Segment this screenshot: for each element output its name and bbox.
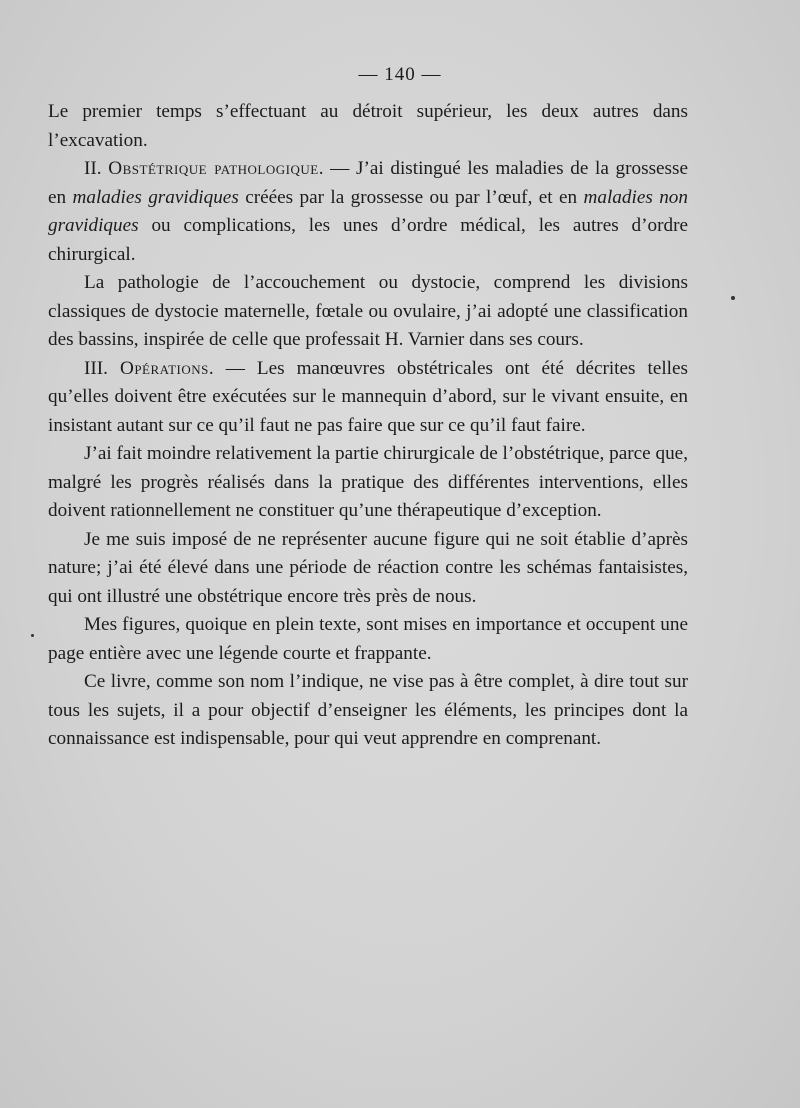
page-number: — 140 —: [358, 64, 442, 85]
ink-speck: [31, 634, 34, 637]
text-run: . — J’ai distingué les maladies de la grossesse en: [48, 158, 688, 208]
section-heading: Opérations: [119, 357, 209, 379]
bleed-through-text: [60, 990, 720, 1006]
text-run: II.: [84, 158, 109, 179]
text-run: La pathologie de l’accouchement ou dystocie, comprend les divisions classiques de dystocie maternelle, fœtale ou ovulaire, j’ai adopté une classification des bassins, inspirée de celle que professait H. Varnier dans ses cours.: [48, 272, 688, 350]
text-run: J’ai fait moindre relativement la partie chirurgicale de l’obstétrique, parce que, malgré les progrès réalisés dans la pratique des différentes interventions, elles doivent rationnellement ne constituer qu’une thérapeutique d’exception.: [48, 443, 688, 521]
paragraph-2: [48, 155, 688, 269]
paragraph-3: [48, 269, 688, 355]
italic-term: maladies gravidiques: [72, 186, 239, 208]
paragraph-6: [48, 526, 688, 612]
text-run: créées par la grossesse ou par l’œuf, et en: [238, 186, 584, 208]
text-run: Mes figures, quoique en plein texte, sont mises en importance et occupent une page entière avec une légende courte et frappante.: [48, 614, 688, 664]
text-run: Ce livre, comme son nom l’indique, ne vise pas à être complet, à dire tout sur tous les sujets, il a pour objectif d’enseigner les éléments, les principes dont la connaissance est indispensable, pour qui veut apprendre en comprenant.: [48, 671, 688, 749]
section-heading: Obstétrique pathologique: [108, 158, 319, 179]
text-run: . — Les manœuvres obstétricales ont été décrites telles qu’elles doivent être exécutées sur le mannequin d’abord, sur le vivant ensuite, en insistant autant sur ce qu’il faut ne pas faire que sur ce qu’il faut faire.: [48, 357, 688, 436]
italic-term: maladies non gravidiques: [48, 186, 688, 236]
paragraph-5: [48, 440, 688, 526]
body-text: [48, 98, 688, 754]
paragraph-1: [48, 98, 688, 155]
text-run: ou complications, les unes d’ordre médical, les autres d’ordre chirurgical.: [48, 215, 688, 265]
text-run: Le premier temps s’effectuant au détroit supérieur, les deux autres dans l’excavation.: [48, 101, 688, 151]
ink-speck: [731, 296, 735, 300]
paragraph-4: [48, 355, 688, 441]
paragraph-7: [48, 611, 688, 668]
paragraph-8: [48, 668, 688, 754]
text-run: Je me suis imposé de ne représenter aucune figure qui ne soit établie d’après nature; j’ai été élevé dans une période de réaction contre les schémas fantaisistes, qui ont illustré une obstétrique encore très près de nous.: [48, 528, 688, 607]
text-run: III.: [84, 357, 120, 379]
